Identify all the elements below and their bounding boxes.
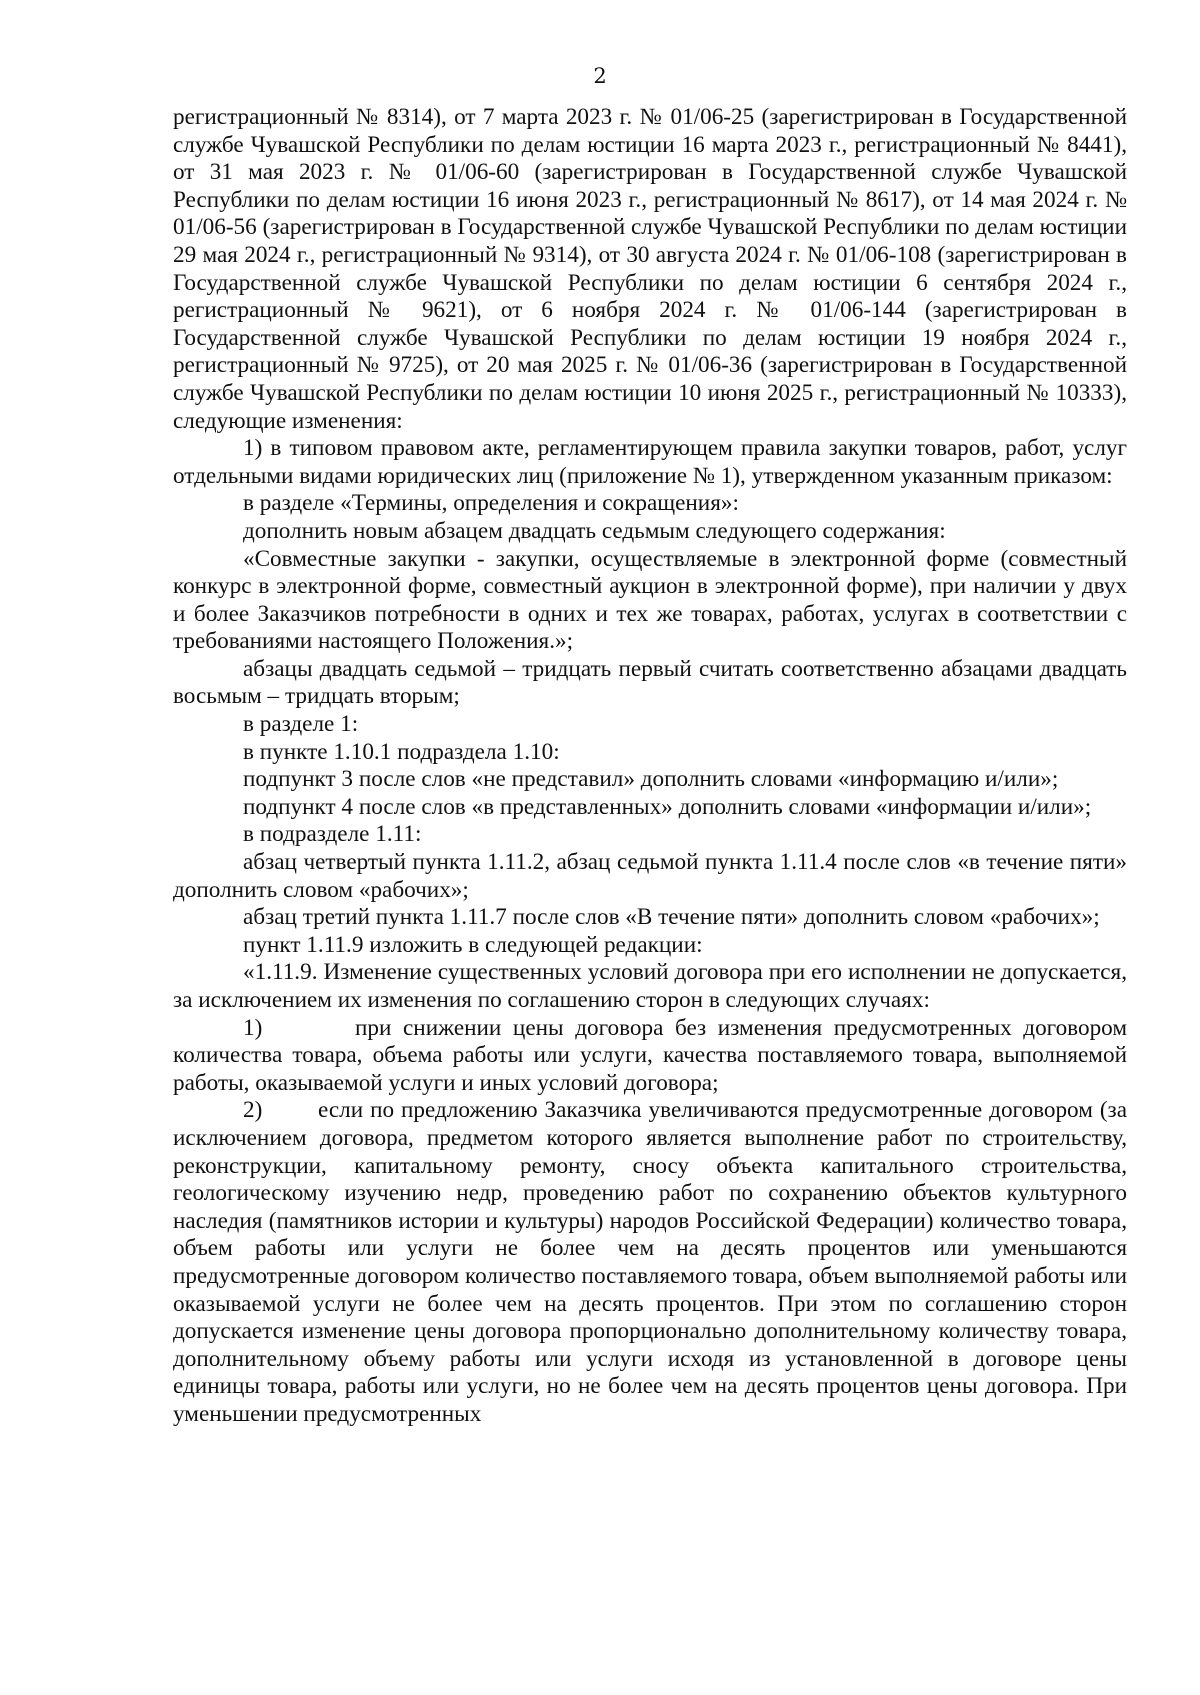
paragraph-point-1-11-2: абзац четвертый пункта 1.11.2, абзац седьмой пункта 1.11.4 после слов «в течение пяти» дополнить словом «рабочих»; xyxy=(173,849,1127,903)
paragraph-subsection-1-11: в подразделе 1.11: xyxy=(243,821,422,848)
paragraph-renumber: абзацы двадцать седьмой – тридцать первый считать соответственно абзацами двадцать восьмым – тридцать вторым; xyxy=(173,655,1127,710)
paragraph-joint-procurement: «Совместные закупки - закупки, осуществляемые в электронной форме (совместный конкурс в электронной форме, совместный аукцион в электронной форме), при наличии у двух и более Заказчиков потребности в одних и тех же товарах, работах, услугах в соответствии с требованиями настоящего Положения.»; xyxy=(173,545,1127,655)
paragraph-case-2: 2) если по предложению Заказчика увеличиваются предусмотренные договором (за исключением договора, предметом которого является выполнение работ по строительству, реконструкции, капитальному ремонту, сносу объекта капитального строительства, геологическому изучению недр, проведению работ по сохранению объектов культурного наследия (памятников истории и культуры) народов Российской Федерации) количество товара, объем работы или услуги не более чем на десять процентов или уменьшаются предусмотренные договором количество поставляемого товара, объем выполняемой работы или оказываемой услуги не более чем на десять процентов. При этом по соглашению сторон допускается изменение цены договора пропорционально дополнительному количеству товара, дополнительному объему работы или услуги исходя из установленной в договоре цены единицы товара, работы или услуги, но не более чем на десять процентов цены договора. При уменьшении предусмотренных xyxy=(173,1097,1133,1427)
paragraph-1-11-9-text: «1.11.9. Изменение существенных условий договора при его исполнении не допускается, за исключением их изменения по соглашению сторон в следующих случаях: xyxy=(173,959,1127,1013)
paragraph-subpoint-4: подпункт 4 после слов «в представленных» дополнить словами «информации и/или»; xyxy=(243,793,1092,820)
paragraph-amendments-list: регистрационный № 8314), от 7 марта 2023 г. № 01/06-25 (зарегистрирован в Государственной службе Чувашской Республики по делам юстиции 16 марта 2023 г., регистрационный № 8441), от 31 мая 2023 г. № 01/06-60 (зарегистрирован в Государственной службе Чувашской Республики по делам юстиции 16 июня 2023 г., регистрационный № 8617), от 14 мая 2024 г. № 01/06-56 (зарегистрирован в Государственной службе Чувашской Республики по делам юстиции 29 мая 2024 г., регистрационный № 9314), от 30 августа 2024 г. № 01/06-108 (зарегистрирован в Государственной службе Чувашской Республики по делам юстиции 6 сентября 2024 г., регистрационный № 9621), от 6 ноября 2024 г. № 01/06-144 (зарегистрирован в Государственной службе Чувашской Республики по делам юстиции 19 ноября 2024 г., регистрационный № 9725), от 20 мая 2025 г. № 01/06-36 (зарегистрирован в Государственной службе Чувашской Республики по делам юстиции 10 июня 2025 г., регистрационный № 10333), следующие изменения: xyxy=(173,104,1127,434)
page-number: 2 xyxy=(593,64,607,88)
paragraph-add-new: дополнить новым абзацем двадцать седьмым следующего содержания: xyxy=(243,517,946,544)
paragraph-point-1-11-9: пункт 1.11.9 изложить в следующей редакции: xyxy=(243,931,703,958)
paragraph-point-1-11-7: абзац третий пункта 1.11.7 после слов «В течение пяти» дополнить словом «рабочих»; xyxy=(243,904,1100,931)
paragraph-case-1: 1) при снижении цены договора без изменения предусмотренных договором количества товара, объема работы или услуги, качества поставляемого товара, выполняемой работы, оказываемой услуги и иных условий договора; xyxy=(173,1014,1133,1096)
paragraph-section-terms: в разделе «Термины, определения и сокращения»: xyxy=(243,490,739,517)
paragraph-item-1: 1) в типовом правовом акте, регламентирующем правила закупки товаров, работ, услуг отдельными видами юридических лиц (приложение № 1), утвержденном указанным приказом: xyxy=(173,435,1127,489)
paragraph-point-1-10-1: в пункте 1.10.1 подраздела 1.10: xyxy=(243,738,560,765)
paragraph-section-1: в разделе 1: xyxy=(243,711,359,738)
paragraph-subpoint-3: подпункт 3 после слов «не представил» дополнить словами «информацию и/или»; xyxy=(243,766,1059,793)
document-body xyxy=(173,104,1133,1429)
